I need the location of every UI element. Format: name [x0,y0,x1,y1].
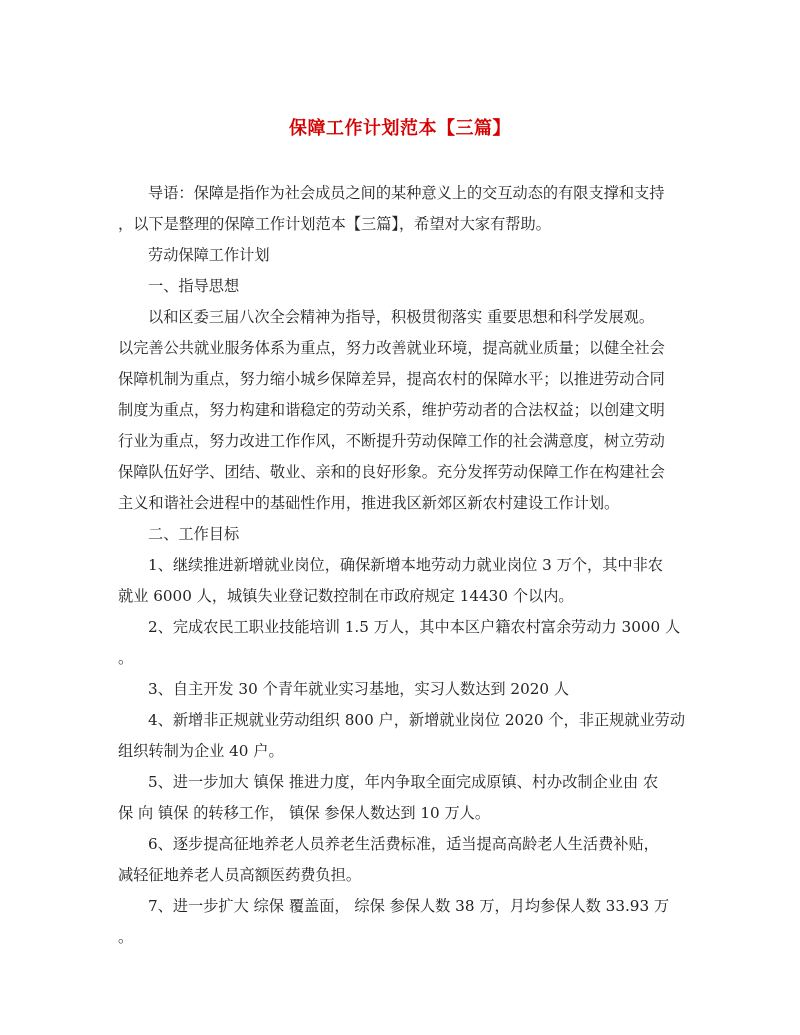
text-line-goal5-1: 5、进一步加大 镇保 推进力度，年内争取全面完成原镇、村办改制企业由 农 [148,773,659,791]
text-line-intro-1: 导语：保障是指作为社会成员之间的某种意义上的交互动态的有限支撑和支持 [148,184,665,202]
document-body [118,178,686,953]
text-line-goal2-1: 2、完成农民工职业技能培训 1.5 万人，其中本区户籍农村富余劳动力 3000 人 [148,618,681,636]
text-line-goal7-1: 7、进一步扩大 综保 覆盖面， 综保 参保人数 38 万，月均参保人数 33.93 万 [148,897,670,915]
text-line-guide-4: 制度为重点，努力构建和谐稳定的劳动关系，维护劳动者的合法权益；以创建文明 [118,401,665,419]
text-line-goal1-1: 1、继续推进新增就业岗位，确保新增本地劳动力就业岗位 3 万个，其中非农 [148,556,663,574]
text-line-goal6-1: 6、逐步提高征地养老人员养老生活费标准，适当提高高龄老人生活费补贴， [148,835,659,853]
text-line-goal2-2: 。 [118,649,134,667]
text-line-goal1-2: 就业 6000 人，城镇失业登记数控制在市政府规定 14430 个以内。 [118,587,574,605]
document-title: 保障工作计划范本【三篇】 [289,118,511,139]
text-line-goal4-1: 4、新增非正规就业劳动组织 800 户，新增就业岗位 2020 个，非正规就业劳动 [148,711,686,729]
text-line-guide-5: 行业为重点，努力改进工作作风，不断提升劳动保障工作的社会满意度，树立劳动 [118,432,665,450]
text-line-guide-6: 保障队伍好学、团结、敬业、亲和的良好形象。充分发挥劳动保障工作在构建社会 [118,463,665,481]
text-line-guide-1: 以和区委三届八次全会精神为指导，积极贯彻落实 重要思想和科学发展观。 [148,308,655,326]
text-line-goal5-2: 保 向 镇保 的转移工作， 镇保 参保人数达到 10 万人。 [118,804,491,822]
text-line-heading-2: 二、工作目标 [148,525,240,543]
text-line-guide-7: 主义和谐社会进程中的基础性作用，推进我区新郊区新农村建设工作计划。 [118,494,620,512]
text-line-heading-labor: 劳动保障工作计划 [148,246,270,264]
text-line-goal4-2: 组织转制为企业 40 户。 [118,742,284,760]
text-line-heading-1: 一、指导思想 [148,277,240,295]
text-line-goal6-2: 减轻征地养老人员高额医药费负担。 [118,866,361,884]
text-line-guide-3: 保障机制为重点，努力缩小城乡保障差异，提高农村的保障水平；以推进劳动合同 [118,370,665,388]
text-line-goal7-2: 。 [118,928,134,946]
text-line-goal3-1: 3、自主开发 30 个青年就业实习基地，实习人数达到 2020 人 [148,680,570,698]
text-line-intro-2: ，以下是整理的保障工作计划范本【三篇】，希望对大家有帮助。 [118,215,551,233]
text-line-guide-2: 以完善公共就业服务体系为重点，努力改善就业环境，提高就业质量；以健全社会 [118,339,665,357]
